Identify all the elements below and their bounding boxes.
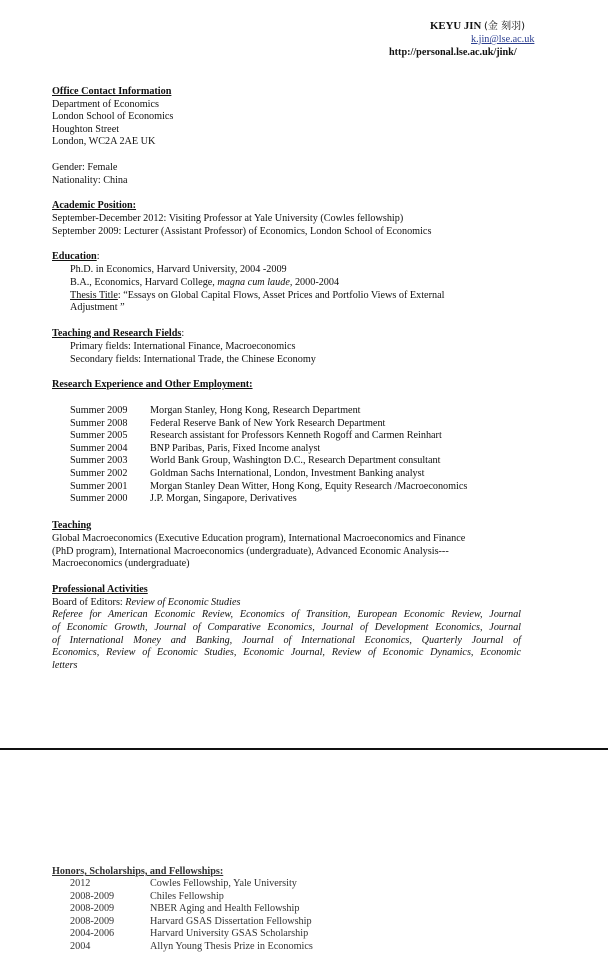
cv-name [430,20,525,34]
office-line: Department of Economics [52,99,159,110]
research-date: Summer 2009 [70,405,128,416]
academic-line: September-December 2012: Visiting Professor at Yale University (Cowles fellowship) [52,213,404,224]
honors-date: 2004 [70,940,91,952]
education-heading-text: Education [52,251,97,262]
academic-line: September 2009: Lecturer (Assistant Professor) of Economics, London School of Economics [52,226,432,237]
office-line: London, WC2A 2AE UK [52,136,156,147]
nationality: Nationality: China [52,175,128,186]
honors-date: 2004-2006 [70,928,115,940]
teaching-line: Global Macroeconomics (Executive Education program), International Macroeconomics and Finance [52,533,466,544]
honors-date: 2008-2009 [70,915,115,927]
teaching-line: (PhD program), International Macroeconomics (undergraduate), Advanced Economic Analysis--- [52,546,449,557]
referee-paragraph [52,609,521,673]
honors-date: 2008-2009 [70,890,115,902]
thesis-text: : “Essays on Global Capital Flows, Asset Prices and Portfolio Views of External [117,290,445,301]
teaching-heading: Teaching [52,520,92,531]
honors-desc: NBER Aging and Health Fellowship [150,903,300,915]
education-colon: : [96,251,100,262]
professional-heading: Professional Activities [52,584,148,595]
teaching-line: Macroeconomics (undergraduate) [52,558,190,569]
research-desc: Goldman Sachs International, London, Investment Banking analyst [150,467,425,479]
honors-desc: Harvard GSAS Dissertation Fellowship [150,915,312,927]
research-date: Summer 2001 [70,480,128,492]
research-desc: BNP Paribas, Paris, Fixed Income analyst [150,442,321,454]
name-chinese: (金 刻羽) [484,21,525,32]
name-latin: KEYU JIN [430,20,482,32]
email-link[interactable]: k.jin@lse.ac.uk [471,34,535,45]
thesis-label: Thesis Title [70,290,118,301]
board-of-editors [52,597,240,610]
fields-secondary: Secondary fields: International Trade, the Chinese Economy [70,354,316,365]
fields-primary: Primary fields: International Finance, Macroeconomics [70,341,296,352]
education-thesis-cont: Adjustment ” [70,302,125,313]
gender: Gender: Female [52,162,118,173]
research-desc: Morgan Stanley, Hong Kong, Research Department [150,405,361,416]
board-label: Board of Editors: [52,597,126,608]
research-desc: Research assistant for Professors Kenneth Rogoff and Carmen Reinhart [150,430,442,442]
page-divider [0,748,608,750]
referee-line: of Economic Growth, Journal of Comparative Economics, Journal of Development Economics, Journal [52,621,521,633]
ba-honor: magna cum laude, [217,277,293,288]
honors-date: 2012 [70,878,91,889]
honors-desc: Allyn Young Thesis Prize in Economics [150,940,313,952]
honors-desc: Chiles Fellowship [150,890,224,902]
fields-heading [52,328,184,341]
honors-desc: Harvard University GSAS Scholarship [150,928,309,940]
education-ba [70,277,339,290]
honors-date: 2008-2009 [70,903,115,915]
research-date: Summer 2005 [70,430,128,442]
fields-heading-text: Teaching and Research Fields [52,328,182,339]
research-date: Summer 2002 [70,467,128,479]
research-desc: J.P. Morgan, Singapore, Derivatives [150,493,297,505]
research-date: Summer 2000 [70,493,128,505]
referee-line: Referee for American Economic Review, Economics of Transition, European Economic Review, Journal [52,609,521,620]
referee-line-last: letters [52,660,78,672]
research-date: Summer 2003 [70,455,128,467]
research-date: Summer 2004 [70,442,128,454]
education-thesis [70,290,444,303]
office-line: London School of Economics [52,111,174,122]
academic-heading: Academic Position: [52,200,137,211]
education-heading [52,251,100,264]
honors-desc: Cowles Fellowship, Yale University [150,878,297,889]
website-url[interactable]: http://personal.lse.ac.uk/jink/ [389,47,517,58]
research-desc: Federal Reserve Bank of New York Research Department [150,417,386,429]
research-desc: World Bank Group, Washington D.C., Research Department consultant [150,455,441,467]
ba-prefix: B.A., Economics, Harvard College, [70,277,218,288]
research-heading: Research Experience and Other Employment: [52,379,253,390]
office-heading: Office Contact Information [52,86,172,97]
education-phd: Ph.D. in Economics, Harvard University, 2004 -2009 [70,264,287,275]
research-date: Summer 2008 [70,417,128,429]
referee-line: of International Money and Banking, Journal of International Economics, Quarterly Journal of [52,634,521,646]
fields-colon: : [181,328,185,339]
ba-years: 2000-2004 [292,277,340,288]
board-journal: Review of Economic Studies [125,597,241,608]
research-desc: Morgan Stanley Dean Witter, Hong Kong, Equity Research /Macroeconomics [150,480,468,492]
referee-line: Economics, Review of Economic Studies, Economic Journal, Review of Economic Dynamics, Economic [52,647,521,659]
honors-heading: Honors, Scholarships, and Fellowships: [52,866,224,877]
office-line: Houghton Street [52,124,120,135]
